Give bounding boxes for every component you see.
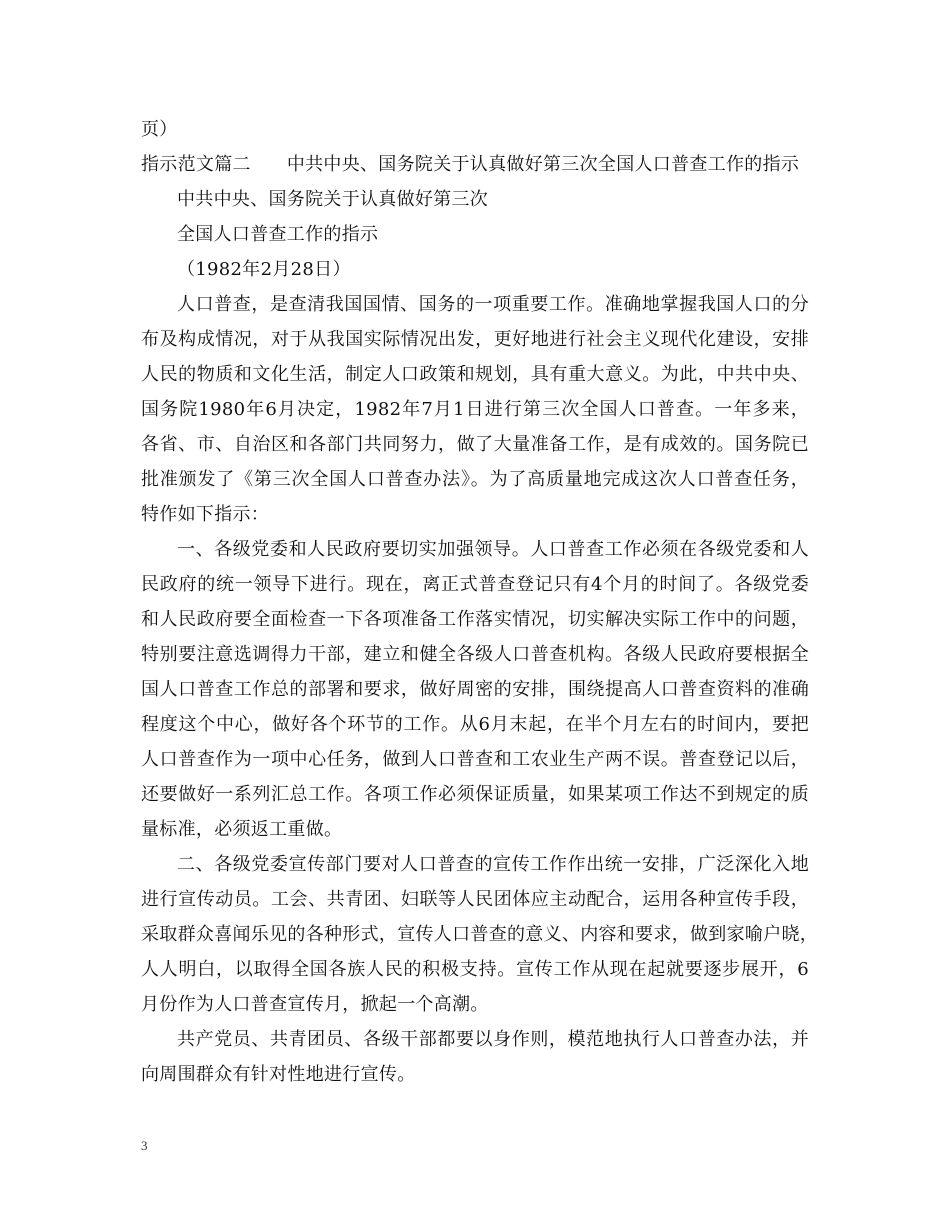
- continuation-text: 页）: [141, 119, 178, 140]
- document-title-line-1: 中共中央、国务院关于认真做好第三次: [177, 189, 489, 210]
- paragraph-line: 特作如下指示：: [141, 504, 270, 525]
- paragraph-line: 民政府的统一领导下进行。现在，离正式普查登记只有4个月的时间了。各级党委: [141, 574, 809, 595]
- paragraph-line: 人人明白，以取得全国各族人民的积极支持。宣传工作从现在起就要逐步展开，6: [141, 959, 809, 980]
- paragraph-line: 人口普查，是查清我国国情、国务的一项重要工作。准确地掌握我国人口的分: [177, 294, 809, 315]
- paragraph-line: 国务院1980年6月决定，1982年7月1日进行第三次全国人口普查。一年多来，: [141, 399, 809, 420]
- paragraph-line: 二、各级党委宣传部门要对人口普查的宣传工作作出统一安排，广泛深化入地: [177, 854, 809, 875]
- section-label: 指示范文篇二: [141, 154, 251, 175]
- document-title-line-2: 全国人口普查工作的指示: [177, 224, 379, 245]
- paragraph-line: 进行宣传动员。工会、共青团、妇联等人民团体应主动配合，运用各种宣传手段，: [141, 889, 809, 910]
- paragraph-line: 还要做好一系列汇总工作。各项工作必须保证质量，如果某项工作达不到规定的质: [141, 784, 809, 805]
- paragraph-line: 人口普查作为一项中心任务，做到人口普查和工农业生产两不误。普查登记以后，: [141, 749, 809, 770]
- page-number: 3: [141, 1138, 148, 1153]
- paragraph-line: 批准颁发了《第三次全国人口普查办法》。为了高质量地完成这次人口普查任务，: [141, 469, 809, 490]
- paragraph-line: 国人口普查工作总的部署和要求，做好周密的安排，围绕提高人口普查资料的准确: [141, 679, 809, 700]
- document-date: （1982年2月28日）: [177, 259, 351, 280]
- paragraph-line: 各省、市、自治区和各部门共同努力，做了大量准备工作，是有成效的。国务院已: [141, 434, 809, 455]
- paragraph-line: 和人民政府要全面检查一下各项准备工作落实情况，切实解决实际工作中的问题，: [141, 609, 809, 630]
- paragraph-line: 向周围群众有针对性地进行宣传。: [141, 1064, 416, 1085]
- section-title: 中共中央、国务院关于认真做好第三次全国人口普查工作的指示: [286, 154, 800, 175]
- paragraph-line: 量标准，必须返工重做。: [141, 819, 343, 840]
- paragraph-line: 月份作为人口普查宣传月，掀起一个高潮。: [141, 994, 489, 1015]
- paragraph-line: 程度这个中心，做好各个环节的工作。从6月末起，在半个月左右的时间内，要把: [141, 714, 809, 735]
- paragraph-line: 一、各级党委和人民政府要切实加强领导。人口普查工作必须在各级党委和人: [177, 539, 809, 560]
- section-heading: [141, 155, 799, 177]
- paragraph-line: 采取群众喜闻乐见的各种形式，宣传人口普查的意义、内容和要求，做到家喻户晓，: [141, 924, 819, 945]
- paragraph-line: 特别要注意选调得力干部，建立和健全各级人口普查机构。各级人民政府要根据全: [141, 644, 809, 665]
- paragraph-line: 人民的物质和文化生活，制定人口政策和规划，具有重大意义。为此，中共中央、: [141, 364, 809, 385]
- paragraph-line: 共产党员、共青团员、各级干部都要以身作则，模范地执行人口普查办法，并: [177, 1029, 809, 1050]
- paragraph-line: 布及构成情况，对于从我国实际情况出发，更好地进行社会主义现代化建设，安排: [141, 329, 809, 350]
